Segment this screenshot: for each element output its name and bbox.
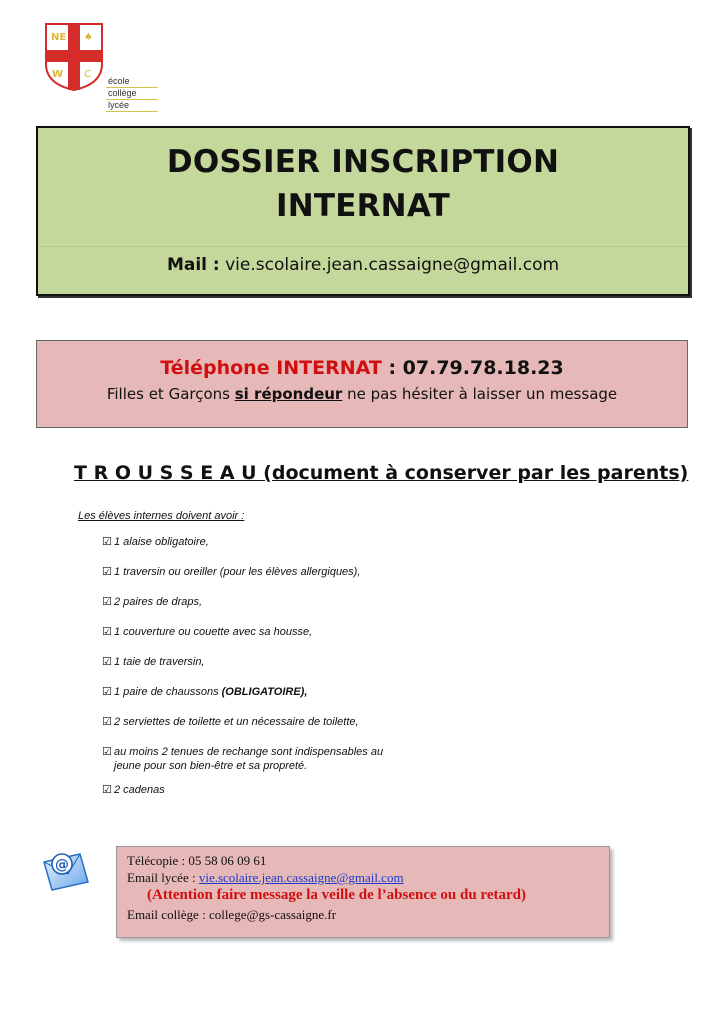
phone-separator: : — [381, 357, 403, 379]
lycee-email-line — [127, 870, 404, 886]
title-line-2: INTERNAT — [276, 188, 450, 224]
logo-line-ecole: école — [106, 76, 158, 88]
checkbox-checked-icon: ☑ — [102, 716, 112, 728]
phone-sub-emph: si répondeur — [234, 385, 343, 403]
checkbox-checked-icon: ☑ — [102, 746, 112, 758]
title-box — [36, 126, 690, 296]
svg-text:C: C — [84, 69, 91, 80]
phone-sub — [37, 385, 687, 403]
checkbox-checked-icon: ☑ — [102, 784, 112, 796]
checkbox-checked-icon: ☑ — [102, 536, 112, 548]
list-item-text — [114, 685, 422, 699]
list-item-text: 2 serviettes de toilette et un nécessaire de toilette, — [114, 716, 359, 728]
svg-text:♠: ♠ — [84, 32, 93, 43]
school-logo — [44, 22, 154, 108]
checkbox-checked-icon: ☑ — [102, 686, 112, 698]
svg-text:W: W — [52, 69, 64, 80]
list-item — [102, 783, 422, 797]
mail-value: vie.scolaire.jean.cassaigne@gmail.com — [225, 255, 560, 275]
logo-line-lycee: lycée — [106, 100, 158, 112]
list-item-text: 1 traversin ou oreiller (pour les élèves allergiques), — [114, 566, 361, 578]
checkbox-checked-icon: ☑ — [102, 656, 112, 668]
list-item-text: 2 cadenas — [114, 784, 165, 796]
obligatoire-emph: (OBLIGATOIRE), — [218, 686, 308, 698]
checkbox-checked-icon: ☑ — [102, 626, 112, 638]
phone-label: Téléphone INTERNAT — [160, 357, 382, 379]
email-at-icon — [40, 848, 92, 896]
list-item-text: 2 paires de draps, — [114, 596, 203, 608]
absence-warning: (Attention faire message la veille de l’absence ou du retard) — [147, 887, 526, 903]
list-item-text: au moins 2 tenues de rechange sont indispensables au jeune pour son bien-être et sa propreté. — [114, 746, 384, 772]
checkbox-checked-icon: ☑ — [102, 596, 112, 608]
lycee-email-link[interactable]: vie.scolaire.jean.cassaigne@gmail.com — [198, 870, 404, 885]
fax-line: Télécopie : 05 58 06 09 61 — [127, 853, 267, 868]
list-item-text: 1 couverture ou couette avec sa housse, — [114, 626, 313, 638]
title-line-1: DOSSIER INSCRIPTION — [166, 144, 560, 180]
phone-line — [37, 357, 687, 379]
title-mail — [38, 246, 688, 275]
list-item — [102, 625, 422, 639]
list-item — [102, 565, 422, 579]
svg-text:NE: NE — [51, 32, 67, 43]
logo-line-college: collège — [106, 88, 158, 100]
list-item — [102, 535, 422, 549]
phone-number: 07.79.78.18.23 — [402, 357, 564, 379]
phone-box — [36, 340, 688, 428]
list-item — [102, 715, 422, 729]
list-item — [102, 745, 392, 773]
list-item-text: 1 alaise obligatoire, — [114, 536, 209, 548]
trousseau-intro: Les élèves internes doivent avoir : — [78, 510, 245, 522]
mail-label: Mail : — [166, 255, 220, 275]
phone-sub-after: ne pas hésiter à laisser un message — [342, 385, 618, 403]
lycee-email-label: Email lycée : — [127, 870, 199, 885]
list-item — [102, 595, 422, 609]
contact-box — [116, 846, 610, 938]
logo-shield-icon — [44, 22, 104, 92]
trousseau-heading: T R O U S S E A U (document à conserver par les parents) — [74, 462, 689, 484]
list-item — [102, 655, 422, 669]
svg-text:@: @ — [55, 857, 69, 873]
checkbox-checked-icon: ☑ — [102, 566, 112, 578]
phone-sub-before: Filles et Garçons — [106, 385, 235, 403]
list-item — [102, 685, 422, 699]
trousseau-list — [102, 535, 422, 797]
college-email-line: Email collège : college@gs-cassaigne.fr — [127, 907, 337, 922]
list-item-text: 1 taie de traversin, — [114, 656, 205, 668]
list-item-text-main: 1 paire de chaussons — [114, 686, 219, 698]
